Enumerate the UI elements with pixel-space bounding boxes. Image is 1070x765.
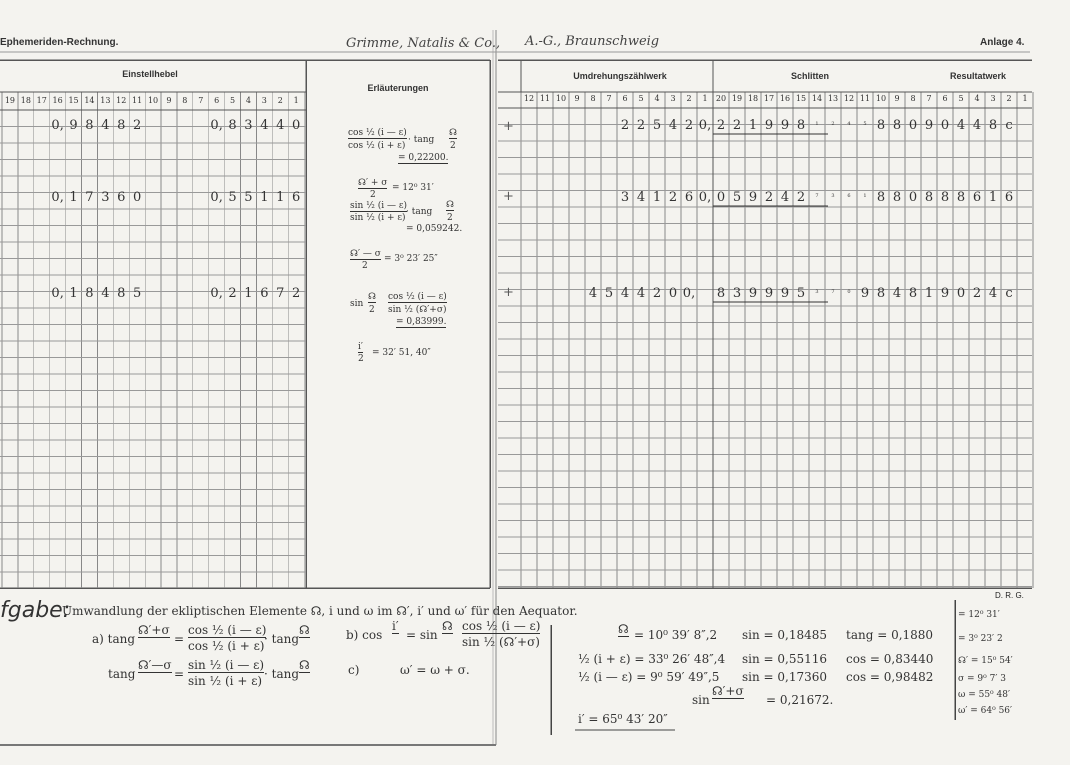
digit-cell: 4: [956, 118, 966, 133]
column-number: 20: [715, 94, 727, 103]
digit-cell: 1: [69, 190, 78, 205]
digit-cell: 1: [69, 286, 78, 301]
column-number: 7: [606, 94, 612, 103]
formula-tang: · tang: [406, 207, 433, 217]
column-number: 8: [182, 96, 188, 105]
side-value: ω = 55⁰ 48′: [958, 690, 1011, 700]
column-number: 18: [20, 96, 31, 105]
header-maker: Grimme, Natalis & Co.,: [346, 36, 501, 51]
digit-cell: 0,: [51, 190, 64, 205]
digit-cell: 9: [764, 286, 774, 301]
denominator-two: 2: [358, 354, 364, 364]
plus-sign: +: [503, 285, 514, 300]
digit-cell: 2: [732, 118, 742, 133]
formula-numerator: sin ½ (i — ε): [350, 201, 408, 211]
digit-cell: 4: [101, 118, 110, 133]
formula-denominator: cos ½ (i + ε): [188, 639, 265, 653]
column-number: 7: [926, 94, 932, 103]
omega-symbol: ☊: [442, 619, 453, 633]
digit-cell: 0: [291, 118, 301, 133]
digit-cell: 3: [101, 190, 110, 205]
column-number: 16: [52, 96, 63, 105]
task-text: Umwandlung der ekliptischen Elemente ☊, i und ω im ☊′, i′ und ω′ für den Aequator.: [62, 604, 578, 618]
omega-symbol: ☊: [299, 623, 310, 637]
column-number: 10: [875, 94, 887, 103]
column-number: 6: [942, 94, 948, 103]
digit-cell: c: [1005, 286, 1013, 301]
digit-cell: 8: [117, 286, 126, 301]
column-number: 14: [84, 96, 95, 105]
digit-cell: 9: [780, 286, 790, 301]
formula-numerator: cos ½ (i — ε): [388, 292, 447, 302]
column-number: 12: [116, 96, 127, 105]
digit-cell: 2: [636, 118, 646, 133]
column-number: 7: [198, 96, 204, 105]
digit-cell: 8: [892, 118, 902, 133]
final-result: i′ = 65⁰ 43′ 20″: [578, 712, 668, 726]
column-number: 3: [261, 96, 267, 105]
digit-cell: 2: [764, 190, 774, 205]
digit-cell: 0: [668, 286, 678, 301]
formula-numerator: cos ½ (i — ε): [188, 623, 267, 637]
digit-cell: 9: [924, 118, 934, 133]
digit-cell: 5: [863, 121, 867, 127]
plus-sign: +: [503, 189, 514, 204]
title-erlaeuterungen: Erläuterungen: [367, 83, 429, 93]
task-heading: fgabe:: [0, 598, 71, 623]
drg-mark: D. R. G.: [995, 591, 1024, 600]
digit-cell: 0,: [698, 118, 712, 133]
column-number: 19: [731, 94, 743, 103]
formula-numerator: cos ½ (i — ε): [348, 128, 407, 138]
digit-cell: 9: [764, 118, 774, 133]
result-half-diff: ½ (i — ε) = 9⁰ 59′ 49″,5: [578, 670, 720, 684]
column-number: 5: [229, 96, 236, 105]
formula-numerator: sin ½ (i — ε): [188, 658, 265, 672]
digit-cell: 8: [228, 118, 237, 133]
result-value: = 0,059242.: [406, 224, 463, 234]
formula-sin: sin: [350, 299, 364, 309]
omega-symbol: ☊: [618, 622, 629, 636]
formula-tang: tang: [108, 667, 136, 681]
denominator-two: 2: [447, 213, 453, 223]
title-resultatwerk: Resultatwerk: [950, 71, 1007, 81]
formula-denominator: sin ½ (i + ε): [188, 674, 263, 688]
result-value: = 0,22200.: [398, 153, 449, 163]
denominator-two: 2: [362, 261, 368, 271]
result-half-sum: ½ (i + ε) = 33⁰ 26′ 48″,4: [578, 652, 726, 666]
column-number: 5: [638, 94, 644, 103]
formula-numerator: i′: [358, 342, 363, 352]
digit-cell: 3: [815, 289, 819, 295]
digit-cell: 9: [780, 118, 790, 133]
digit-cell: 2: [716, 118, 726, 133]
header-left: Ephemeriden-Rechnung.: [0, 37, 119, 48]
column-number: 19: [4, 96, 16, 105]
formula-a-label: a) tang: [92, 632, 136, 646]
digit-cell: 9: [748, 286, 758, 301]
formula-tang: · tang: [264, 667, 300, 681]
column-number: 9: [894, 94, 900, 103]
column-number: 12: [843, 94, 855, 103]
digit-cell: 8: [892, 190, 902, 205]
column-number: 14: [811, 94, 823, 103]
digit-cell: 6: [260, 286, 269, 301]
digit-cell: 4: [636, 286, 646, 301]
formula-numerator: ☊′ — σ: [350, 249, 381, 259]
digit-cell: 0,: [210, 286, 223, 301]
column-number: 3: [670, 94, 676, 103]
digit-cell: 5: [244, 190, 253, 205]
result-value: = 0,83999.: [396, 317, 447, 327]
digit-cell: 6: [291, 190, 301, 205]
column-number: 6: [214, 96, 220, 105]
digit-cell: 0,: [698, 190, 712, 205]
digit-cell: 9: [748, 190, 758, 205]
result-omega-half: = 10⁰ 39′ 8″,2: [634, 628, 718, 642]
digit-cell: 5: [732, 190, 742, 205]
digit-cell: 4: [847, 121, 851, 127]
side-value: ☊′ = 15⁰ 54′: [958, 656, 1013, 666]
column-number: 8: [910, 94, 916, 103]
digit-cell: 4: [101, 286, 110, 301]
digit-cell: 4: [892, 286, 902, 301]
side-value: = 3⁰ 23′ 2: [958, 634, 1003, 644]
digit-cell: 4: [588, 286, 598, 301]
column-number: 4: [245, 96, 251, 105]
digit-cell: 4: [988, 286, 998, 301]
formula-sin: sin: [692, 693, 710, 707]
digit-cell: 4: [668, 118, 678, 133]
result-tang: tang = 0,1880: [846, 628, 934, 642]
digit-cell: 0: [132, 190, 142, 205]
formula-denominator: sin ½ (☊′+σ): [462, 635, 540, 649]
column-number: 11: [539, 94, 551, 103]
digit-cell: 9: [940, 286, 950, 301]
equals-sin: = sin: [406, 628, 438, 642]
digit-cell: 8: [85, 286, 94, 301]
column-number: 1: [293, 96, 299, 105]
digit-cell: 5: [604, 286, 614, 301]
digit-cell: 2: [291, 286, 301, 301]
digit-cell: 2: [972, 286, 982, 301]
digit-cell: 2: [228, 286, 237, 301]
side-value: ω′ = 64⁰ 56′: [958, 706, 1013, 716]
column-number: 8: [590, 94, 596, 103]
column-number: 2: [686, 94, 692, 103]
digit-cell: 8: [940, 190, 950, 205]
column-number: 15: [68, 96, 79, 105]
digit-cell: 5: [796, 286, 806, 301]
digit-cell: 4: [620, 286, 630, 301]
omega-symbol: ☊: [449, 128, 457, 138]
digit-cell: 2: [831, 121, 835, 127]
denominator-two: 2: [369, 305, 375, 315]
formula-tang: · tang: [264, 632, 300, 646]
side-value: = 12⁰ 31′: [958, 610, 1000, 620]
formula-numerator: ☊′—σ: [138, 658, 172, 672]
formula-numerator: cos ½ (i — ε): [462, 619, 541, 633]
digit-cell: 8: [876, 190, 886, 205]
formula-numerator: ☊′+σ: [712, 684, 744, 698]
formula-c-label: c): [348, 663, 360, 677]
digit-cell: 0: [940, 118, 950, 133]
column-number: 15: [795, 94, 807, 103]
column-number: 11: [132, 96, 143, 105]
denominator-two: 2: [370, 190, 376, 200]
title-einstellhebel: Einstellhebel: [122, 69, 178, 79]
omega-symbol: ☊: [446, 200, 454, 210]
formula-denominator: sin ½ (☊′+σ): [388, 305, 447, 315]
omega-symbol: ☊: [368, 292, 376, 302]
title-schlitten: Schlitten: [790, 71, 829, 81]
digit-cell: 8: [924, 190, 934, 205]
column-number: 6: [622, 94, 628, 103]
column-number: 9: [574, 94, 580, 103]
digit-cell: 3: [244, 118, 253, 133]
digit-cell: 9: [860, 286, 870, 301]
column-number: 10: [147, 96, 159, 105]
formula-tang: · tang: [408, 135, 435, 145]
column-number: 12: [523, 94, 535, 103]
digit-cell: 8: [876, 118, 886, 133]
digit-cell: 5: [132, 286, 142, 301]
digit-cell: 8: [716, 286, 726, 301]
digit-cell: 6: [1004, 190, 1014, 205]
digit-cell: 1: [748, 118, 758, 133]
digit-cell: 7: [831, 289, 835, 295]
formula-numerator: ☊′ + σ: [358, 178, 388, 188]
column-number: 11: [859, 94, 871, 103]
digit-cell: 0: [908, 118, 918, 133]
digit-cell: 1: [863, 193, 867, 199]
digit-cell: 8: [876, 286, 886, 301]
formula-b-label: b) cos: [346, 628, 383, 642]
column-number: 18: [747, 94, 759, 103]
digit-cell: 6: [847, 193, 851, 199]
digit-cell: 2: [796, 190, 806, 205]
column-number: 1: [702, 94, 708, 103]
digit-cell: 1: [244, 286, 253, 301]
digit-cell: 4: [972, 118, 982, 133]
digit-cell: 8: [117, 118, 126, 133]
digit-cell: 2: [652, 286, 662, 301]
digit-cell: 7: [85, 190, 94, 205]
formula-denominator: sin ½ (i + ε): [350, 213, 406, 223]
column-number: 13: [827, 94, 839, 103]
digit-cell: 3: [831, 193, 835, 199]
digit-cell: 0,: [51, 118, 64, 133]
column-number: 3: [990, 94, 996, 103]
digit-cell: 0,: [51, 286, 64, 301]
digit-cell: 0: [716, 190, 726, 205]
result-value: = 32′ 51, 40″: [372, 348, 431, 358]
digit-cell: 5: [228, 190, 237, 205]
digit-cell: 5: [652, 118, 662, 133]
digit-cell: 6: [117, 190, 126, 205]
digit-cell: 1: [260, 190, 269, 205]
digit-cell: 6: [972, 190, 982, 205]
result-sin: sin = 0,17360: [742, 670, 828, 684]
digit-cell: 4: [276, 118, 285, 133]
digit-cell: 2: [684, 118, 694, 133]
equals-sign: =: [174, 632, 185, 646]
digit-cell: 9: [69, 118, 78, 133]
formula-denominator: cos ½ (i + ε): [348, 141, 406, 151]
column-number: 9: [166, 96, 172, 105]
result-sin: sin = 0,18485: [742, 628, 828, 642]
digit-cell: 8: [988, 118, 998, 133]
column-number: 13: [100, 96, 111, 105]
digit-cell: 2: [132, 118, 142, 133]
digit-cell: 4: [780, 190, 790, 205]
column-number: 16: [779, 94, 791, 103]
digit-cell: 2: [668, 190, 678, 205]
column-number: 17: [36, 96, 47, 105]
column-number: 2: [1006, 94, 1012, 103]
digit-cell: 3: [732, 286, 742, 301]
formula-numerator: i′: [392, 619, 399, 633]
digit-cell: 7: [815, 193, 819, 199]
title-umdrehungszaehlwerk: Umdrehungszählwerk: [573, 71, 667, 81]
digit-cell: 3: [620, 190, 630, 205]
equals-sign: =: [174, 667, 185, 681]
omega-symbol: ☊: [299, 658, 310, 672]
plus-sign: +: [503, 119, 514, 134]
digit-cell: 8: [796, 118, 806, 133]
column-number: 2: [277, 96, 283, 105]
header-anlage: Anlage 4.: [980, 37, 1025, 48]
result-cos: cos = 0,98482: [846, 670, 934, 684]
result-value: = 0,21672.: [766, 693, 834, 707]
digit-cell: 6: [684, 190, 694, 205]
digit-cell: 1: [276, 190, 285, 205]
digit-cell: 1: [815, 121, 819, 127]
denominator-two: 2: [450, 141, 456, 151]
digit-cell: 4: [636, 190, 646, 205]
side-value: σ = 9⁰ 7′ 3: [958, 674, 1006, 684]
digit-cell: 4: [260, 118, 269, 133]
result-value: = 12⁰ 31′: [392, 183, 434, 193]
digit-cell: 7: [276, 286, 285, 301]
formula-numerator: ☊′+σ: [138, 623, 170, 637]
digit-cell: 1: [652, 190, 662, 205]
digit-cell: 0,: [682, 286, 696, 301]
digit-cell: 0: [956, 286, 966, 301]
digit-cell: 0,: [210, 118, 223, 133]
digit-cell: 8: [956, 190, 966, 205]
column-number: 4: [974, 94, 980, 103]
column-number: 4: [654, 94, 660, 103]
digit-cell: 2: [620, 118, 630, 133]
digit-cell: c: [1005, 118, 1013, 133]
result-value: = 3⁰ 23′ 25″: [384, 254, 438, 264]
digit-cell: 1: [988, 190, 998, 205]
digit-cell: 0: [847, 289, 851, 295]
column-number: 17: [763, 94, 775, 103]
digit-cell: 8: [908, 286, 918, 301]
digit-cell: 0,: [210, 190, 223, 205]
digit-cell: 8: [85, 118, 94, 133]
column-number: 5: [958, 94, 964, 103]
result-cos: cos = 0,83440: [846, 652, 934, 666]
digit-cell: 1: [924, 286, 934, 301]
result-sin: sin = 0,55116: [742, 652, 828, 666]
header-company: A.-G., Braunschweig: [525, 34, 660, 49]
digit-cell: 0: [908, 190, 918, 205]
column-number: 10: [555, 94, 567, 103]
column-number: 1: [1022, 94, 1028, 103]
formula-c-text: ω′ = ω + σ.: [400, 663, 470, 677]
